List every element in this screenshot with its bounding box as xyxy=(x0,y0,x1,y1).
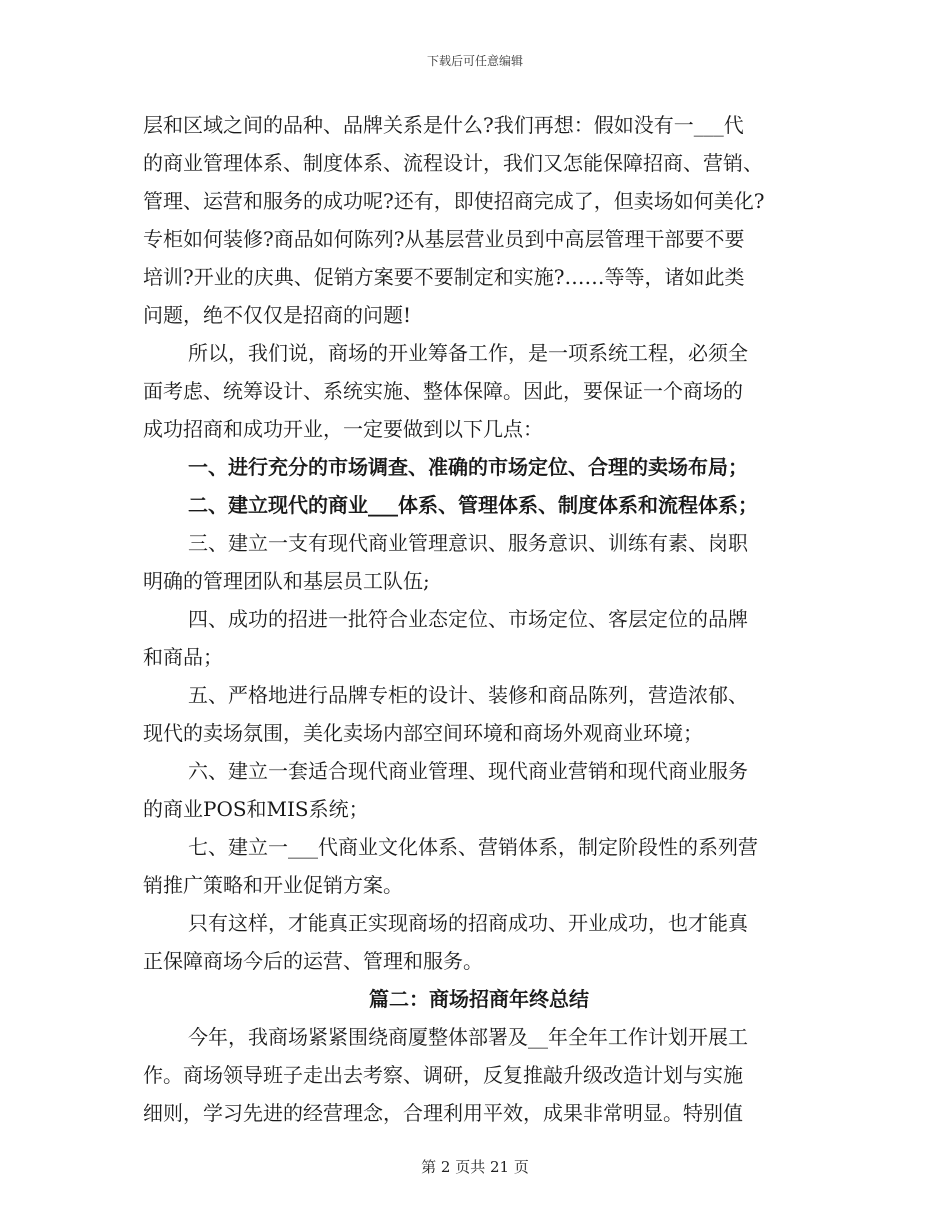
text-line: 问题，绝不仅仅是招商的问题! xyxy=(143,303,412,327)
text-line: 的商业管理体系、制度体系、流程设计，我们又怎能保障招商、营销、 xyxy=(143,151,763,175)
text-line: 正保障商场今后的运营、管理和服务。 xyxy=(143,949,483,973)
text-line: 所以，我们说，商场的开业筹备工作，是一项系统工程，必须全 xyxy=(188,341,748,365)
document-body xyxy=(143,106,815,1132)
text-line: 四、成功的招进一批符合业态定位、市场定位、客层定位的品牌 xyxy=(188,607,748,631)
text-line: 销推广策略和开业促销方案。 xyxy=(143,873,403,897)
text-line: 层和区域之间的品种、品牌关系是什么?我们再想：假如没有一___代 xyxy=(143,113,744,137)
text-line: 五、严格地进行品牌专柜的设计、装修和商品陈列，营造浓郁、 xyxy=(188,683,748,707)
text-line: 作。商场领导班子走出去考察、调研，反复推敲升级改造计划与实施 xyxy=(143,1063,743,1087)
text-line: 的商业POS和MIS系统； xyxy=(143,797,369,821)
text-line: 明确的管理团队和基层员工队伍; xyxy=(143,569,430,593)
section-heading: 篇二：商场招商年终总结 xyxy=(369,987,589,1011)
page-header: 下载后可任意编辑 xyxy=(426,54,523,68)
text-line: 七、建立一___代商业文化体系、营销体系，制定阶段性的系列营 xyxy=(188,835,758,859)
text-line: 专柜如何装修?商品如何陈列?从基层营业员到中高层管理干部要不要 xyxy=(143,227,745,251)
text-line: 和商品； xyxy=(143,645,223,669)
text-line: 管理、运营和服务的成功呢?还有，即使招商完成了，但卖场如何美化? xyxy=(143,189,765,213)
text-line: 面考虑、统筹设计、系统实施、整体保障。因此，要保证一个商场的 xyxy=(143,379,743,403)
text-line: 成功招商和成功开业，一定要做到以下几点： xyxy=(143,417,543,441)
text-line: 二、建立现代的商业___体系、管理体系、制度体系和流程体系； xyxy=(188,493,758,517)
text-line: 培训?开业的庆典、促销方案要不要制定和实施?……等等，诸如此类 xyxy=(143,265,745,289)
text-line: 只有这样，才能真正实现商场的招商成功、开业成功，也才能真 xyxy=(188,911,748,935)
text-line: 细则，学习先进的经营理念，合理利用平效，成果非常明显。特别值 xyxy=(143,1101,743,1125)
text-line: 一、进行充分的市场调查、准确的市场定位、合理的卖场布局； xyxy=(188,455,748,479)
text-line: 六、建立一套适合现代商业管理、现代商业营销和现代商业服务 xyxy=(188,759,748,783)
text-line: 三、建立一支有现代商业管理意识、服务意识、训练有素、岗职 xyxy=(188,531,748,555)
page-footer: 第 2 页共 21 页 xyxy=(421,1158,529,1176)
text-line: 现代的卖场氛围，美化卖场内部空间环境和商场外观商业环境； xyxy=(143,721,703,745)
text-line: 今年，我商场紧紧围绕商厦整体部署及__年全年工作计划开展工 xyxy=(188,1025,748,1049)
